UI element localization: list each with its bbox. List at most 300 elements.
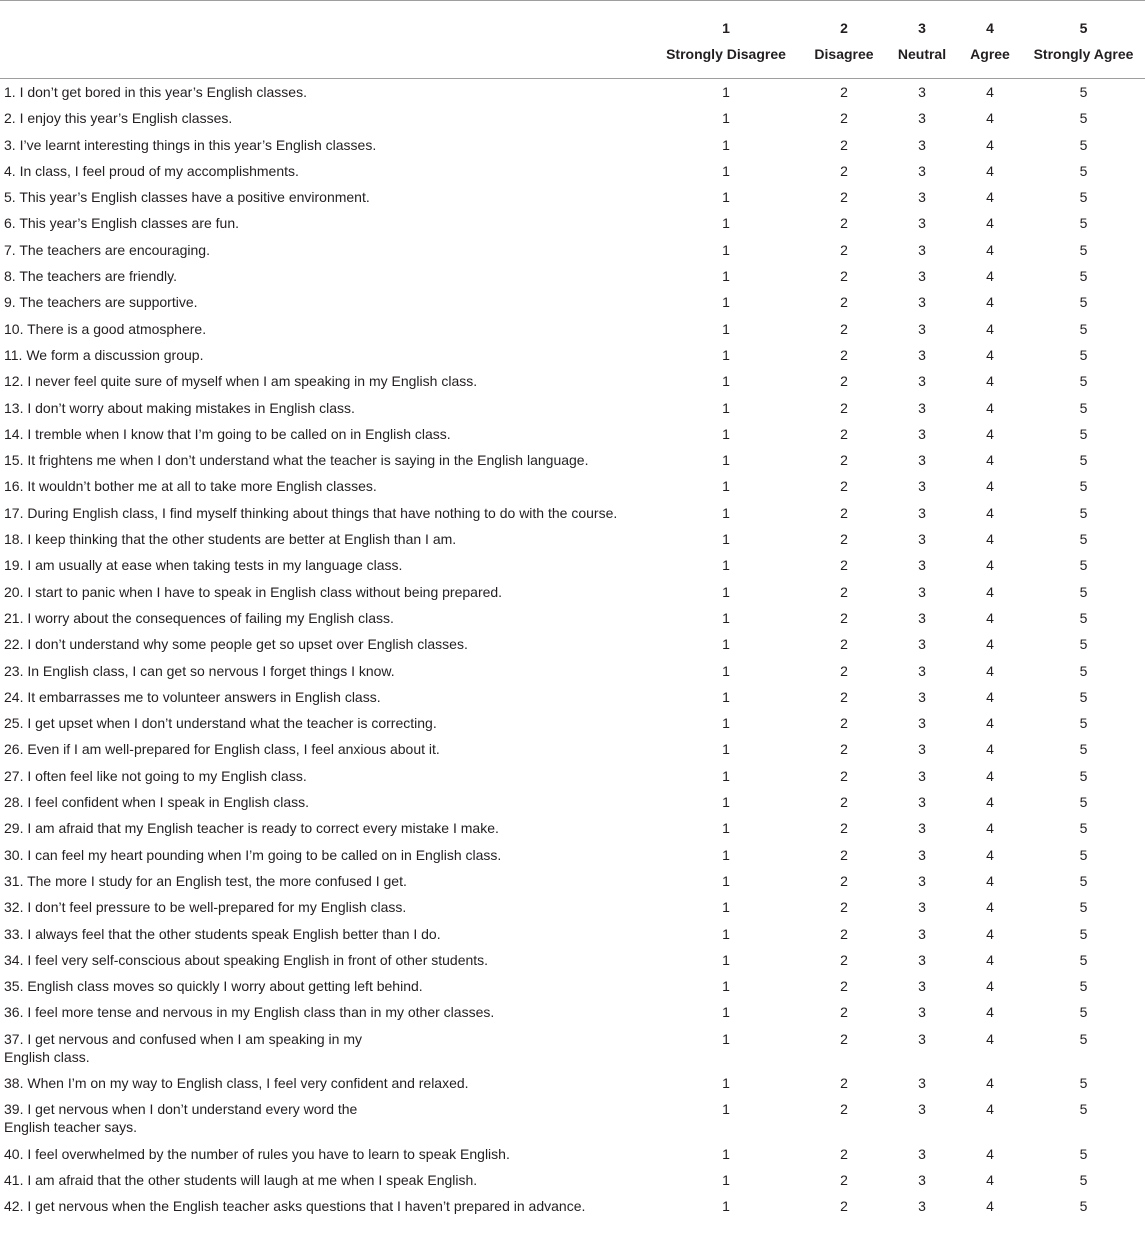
scale-value-4: 4 [986,346,994,363]
table-row [0,684,1145,710]
scale-value-1: 1 [722,136,730,153]
item-statement: 31. The more I study for an English test, the more confused I get. [4,872,407,889]
scale-value-3: 3 [918,320,926,337]
item-statement: 17. During English class, I find myself thinking about things that have nothing to do with the course. [4,504,618,521]
scale-value-4: 4 [986,268,994,285]
scale-value-5: 5 [1079,1198,1088,1215]
scale-value-4: 4 [986,872,994,889]
scale-value-5: 5 [1079,1145,1088,1162]
scale-value-3: 3 [918,531,926,548]
scale-value-3: 3 [918,1101,926,1118]
item-statement: 13. I don’t worry about making mistakes in English class. [4,399,355,416]
scale-value-5: 5 [1079,478,1088,495]
item-statement: 8. The teachers are friendly. [4,268,178,285]
scale-value-1: 1 [722,899,730,916]
scale-value-3: 3 [918,557,926,574]
table-row [0,736,1145,762]
item-statement: 9. The teachers are supportive. [4,294,198,311]
item-statement: 21. I worry about the consequences of failing my English class. [4,609,394,626]
item-statement: 36. I feel more tense and nervous in my English class than in my other classes. [4,1004,495,1021]
item-statement: 26. Even if I am well-prepared for English class, I feel anxious about it. [4,741,440,758]
scale-value-2: 2 [840,978,848,995]
scale-value-2: 2 [840,294,848,311]
scale-value-2: 2 [840,636,848,653]
table-row [0,1096,1145,1140]
item-statement: 12. I never feel quite sure of myself when I am speaking in my English class. [4,373,478,390]
scale-value-5: 5 [1079,241,1088,258]
scale-value-4: 4 [986,425,994,442]
table-row [0,552,1145,578]
item-statement: 29. I am afraid that my English teacher is ready to correct every mistake I make. [4,820,499,837]
scale-value-2: 2 [840,899,848,916]
scale-value-5: 5 [1079,1074,1088,1091]
scale-value-4: 4 [986,1198,994,1215]
scale-value-2: 2 [840,241,848,258]
scale-value-3: 3 [918,846,926,863]
scale-value-1: 1 [722,320,730,337]
item-statement: 24. It embarrasses me to volunteer answers in English class. [4,688,381,705]
scale-value-2: 2 [840,872,848,889]
scale-value-1: 1 [722,1145,730,1162]
scale-value-2: 2 [840,1171,848,1188]
scale-value-3: 3 [918,741,926,758]
scale-value-3: 3 [918,215,926,232]
scale-value-5: 5 [1079,110,1088,127]
table-row [0,132,1145,158]
scale-number-4: 4 [958,1,1022,47]
scale-value-5: 5 [1079,268,1088,285]
scale-value-5: 5 [1079,399,1088,416]
scale-value-4: 4 [986,688,994,705]
scale-value-4: 4 [986,1074,994,1091]
scale-value-4: 4 [986,84,994,100]
item-statement: 22. I don’t understand why some people get so upset over English classes. [4,636,468,653]
scale-value-5: 5 [1079,1101,1088,1118]
scale-value-5: 5 [1079,531,1088,548]
scale-value-2: 2 [840,346,848,363]
scale-value-2: 2 [840,846,848,863]
table-row [0,973,1145,999]
scale-value-2: 2 [840,741,848,758]
scale-value-4: 4 [986,609,994,626]
header-number-row [0,1,1145,47]
scale-value-4: 4 [986,715,994,732]
table-row [0,342,1145,368]
item-statement: 7. The teachers are encouraging. [4,241,210,258]
item-statement: 28. I feel confident when I speak in English class. [4,794,310,811]
table-row [0,894,1145,920]
scale-value-4: 4 [986,951,994,968]
scale-value-5: 5 [1079,794,1088,811]
scale-value-1: 1 [722,978,730,995]
scale-value-2: 2 [840,478,848,495]
scale-value-3: 3 [918,662,926,679]
scale-value-5: 5 [1079,872,1088,889]
table-row [0,1167,1145,1193]
table-row [0,1141,1145,1167]
item-statement: 5. This year’s English classes have a positive environment. [4,189,370,206]
scale-value-1: 1 [722,241,730,258]
scale-value-3: 3 [918,636,926,653]
scale-value-1: 1 [722,1171,730,1188]
scale-value-2: 2 [840,820,848,837]
scale-value-4: 4 [986,557,994,574]
table-row [0,79,1145,106]
scale-value-4: 4 [986,399,994,416]
scale-value-2: 2 [840,399,848,416]
scale-value-2: 2 [840,215,848,232]
scale-value-1: 1 [722,688,730,705]
table-row [0,658,1145,684]
scale-value-3: 3 [918,346,926,363]
scale-value-1: 1 [722,1030,730,1047]
scale-value-4: 4 [986,136,994,153]
scale-value-2: 2 [840,268,848,285]
scale-value-2: 2 [840,1198,848,1215]
scale-value-1: 1 [722,820,730,837]
scale-value-1: 1 [722,504,730,521]
scale-value-5: 5 [1079,1030,1088,1047]
scale-value-1: 1 [722,215,730,232]
item-statement: 11. We form a discussion group. [4,346,204,363]
scale-value-2: 2 [840,583,848,600]
scale-value-2: 2 [840,320,848,337]
scale-value-3: 3 [918,373,926,390]
scale-number-5: 5 [1022,1,1145,47]
scale-value-4: 4 [986,1171,994,1188]
scale-value-1: 1 [722,951,730,968]
table-row [0,1070,1145,1096]
scale-number-2: 2 [802,1,886,47]
scale-label-agree: Agree [958,46,1022,79]
table-row [0,921,1145,947]
scale-value-1: 1 [722,346,730,363]
scale-value-5: 5 [1079,978,1088,995]
scale-value-4: 4 [986,241,994,258]
scale-value-3: 3 [918,583,926,600]
table-row [0,605,1145,631]
scale-value-1: 1 [722,662,730,679]
scale-value-2: 2 [840,767,848,784]
scale-value-5: 5 [1079,951,1088,968]
item-statement: 25. I get upset when I don’t understand what the teacher is correcting. [4,715,437,732]
scale-value-4: 4 [986,215,994,232]
item-statement: 1. I don’t get bored in this year’s English classes. [4,84,307,100]
table-row [0,763,1145,789]
scale-value-2: 2 [840,1101,848,1118]
scale-value-3: 3 [918,688,926,705]
item-statement: 16. It wouldn’t bother me at all to take more English classes. [4,478,377,495]
scale-value-3: 3 [918,899,926,916]
item-statement: 6. This year’s English classes are fun. [4,215,240,232]
scale-value-3: 3 [918,1030,926,1047]
scale-value-2: 2 [840,609,848,626]
table-row [0,631,1145,657]
table-row [0,395,1145,421]
scale-value-5: 5 [1079,189,1088,206]
table-row [0,237,1145,263]
table-row [0,1193,1145,1219]
scale-value-1: 1 [722,925,730,942]
header-blank [0,1,650,47]
scale-label-strongly-agree: Strongly Agree [1022,46,1145,79]
scale-value-5: 5 [1079,1171,1088,1188]
scale-value-4: 4 [986,820,994,837]
table-row [0,947,1145,973]
item-statement: 30. I can feel my heart pounding when I’m going to be called on in English class. [4,846,502,863]
scale-value-3: 3 [918,925,926,942]
scale-value-1: 1 [722,294,730,311]
scale-value-5: 5 [1079,741,1088,758]
scale-value-3: 3 [918,84,926,100]
item-statement: 14. I tremble when I know that I’m going to be called on in English class. [4,425,451,442]
scale-value-5: 5 [1079,452,1088,469]
table-row [0,210,1145,236]
scale-value-2: 2 [840,557,848,574]
scale-value-4: 4 [986,478,994,495]
item-statement: 33. I always feel that the other students speak English better than I do. [4,925,441,942]
scale-value-5: 5 [1079,1004,1088,1021]
item-statement: 40. I feel overwhelmed by the number of rules you have to learn to speak English. [4,1145,510,1162]
scale-value-1: 1 [722,583,730,600]
table-row [0,710,1145,736]
scale-value-3: 3 [918,715,926,732]
scale-value-4: 4 [986,320,994,337]
scale-value-4: 4 [986,1004,994,1021]
scale-value-2: 2 [840,189,848,206]
item-statement: 41. I am afraid that the other students will laugh at me when I speak English. [4,1171,478,1188]
scale-value-2: 2 [840,162,848,179]
scale-value-3: 3 [918,1198,926,1215]
scale-value-2: 2 [840,84,848,100]
scale-value-4: 4 [986,662,994,679]
scale-value-4: 4 [986,110,994,127]
scale-value-5: 5 [1079,346,1088,363]
scale-value-1: 1 [722,1198,730,1215]
scale-label-strongly-disagree: Strongly Disagree [650,46,802,79]
scale-value-4: 4 [986,978,994,995]
scale-value-4: 4 [986,162,994,179]
item-statement: 18. I keep thinking that the other students are better at English than I am. [4,531,457,548]
table-row [0,316,1145,342]
item-statement: 20. I start to panic when I have to speak in English class without being prepared. [4,583,503,600]
scale-value-3: 3 [918,425,926,442]
scale-value-2: 2 [840,1145,848,1162]
scale-value-1: 1 [722,478,730,495]
scale-value-3: 3 [918,794,926,811]
scale-value-3: 3 [918,767,926,784]
table-row [0,184,1145,210]
scale-value-4: 4 [986,794,994,811]
scale-value-4: 4 [986,531,994,548]
scale-value-3: 3 [918,951,926,968]
scale-value-1: 1 [722,425,730,442]
scale-value-4: 4 [986,373,994,390]
scale-value-1: 1 [722,84,730,100]
scale-value-3: 3 [918,978,926,995]
scale-value-1: 1 [722,715,730,732]
scale-value-4: 4 [986,899,994,916]
scale-value-1: 1 [722,741,730,758]
scale-value-1: 1 [722,1101,730,1118]
scale-value-4: 4 [986,583,994,600]
scale-value-3: 3 [918,872,926,889]
scale-value-5: 5 [1079,899,1088,916]
scale-value-3: 3 [918,136,926,153]
scale-value-3: 3 [918,1074,926,1091]
item-statement: 3. I’ve learnt interesting things in this year’s English classes. [4,136,377,153]
scale-value-2: 2 [840,925,848,942]
scale-value-4: 4 [986,846,994,863]
scale-value-1: 1 [722,452,730,469]
table-row [0,473,1145,499]
table-row [0,263,1145,289]
scale-value-1: 1 [722,373,730,390]
scale-value-5: 5 [1079,662,1088,679]
table-row [0,1026,1145,1070]
scale-value-2: 2 [840,110,848,127]
scale-value-1: 1 [722,1004,730,1021]
scale-value-2: 2 [840,951,848,968]
scale-value-1: 1 [722,872,730,889]
header-blank [0,46,650,79]
item-statement: 4. In class, I feel proud of my accomplishments. [4,162,299,179]
scale-value-3: 3 [918,189,926,206]
scale-value-5: 5 [1079,425,1088,442]
scale-number-3: 3 [886,1,958,47]
scale-value-1: 1 [722,609,730,626]
scale-value-1: 1 [722,399,730,416]
scale-value-5: 5 [1079,583,1088,600]
scale-value-5: 5 [1079,688,1088,705]
item-statement: 37. I get nervous and confused when I am speaking in my English class. [4,1030,362,1065]
scale-value-2: 2 [840,373,848,390]
scale-value-2: 2 [840,531,848,548]
scale-value-2: 2 [840,136,848,153]
table-row [0,447,1145,473]
table-row [0,842,1145,868]
table-body [0,79,1145,1220]
scale-value-4: 4 [986,1145,994,1162]
scale-value-2: 2 [840,1004,848,1021]
scale-value-5: 5 [1079,609,1088,626]
scale-value-2: 2 [840,1074,848,1091]
scale-value-5: 5 [1079,215,1088,232]
table-row [0,158,1145,184]
item-statement: 38. When I’m on my way to English class, I feel very confident and relaxed. [4,1074,469,1091]
scale-value-3: 3 [918,504,926,521]
scale-value-3: 3 [918,294,926,311]
scale-value-5: 5 [1079,162,1088,179]
scale-value-5: 5 [1079,767,1088,784]
table-row [0,368,1145,394]
scale-value-5: 5 [1079,504,1088,521]
table-header [0,1,1145,79]
scale-value-5: 5 [1079,846,1088,863]
scale-value-4: 4 [986,741,994,758]
scale-value-5: 5 [1079,373,1088,390]
scale-value-4: 4 [986,452,994,469]
scale-value-1: 1 [722,162,730,179]
item-statement: 39. I get nervous when I don’t understand every word the English teacher says. [4,1101,358,1136]
scale-value-3: 3 [918,1004,926,1021]
scale-value-5: 5 [1079,820,1088,837]
scale-number-1: 1 [650,1,802,47]
scale-value-1: 1 [722,189,730,206]
item-statement: 35. English class moves so quickly I worry about getting left behind. [4,978,423,995]
item-statement: 19. I am usually at ease when taking tests in my language class. [4,557,403,574]
scale-value-3: 3 [918,452,926,469]
scale-value-1: 1 [722,557,730,574]
scale-value-4: 4 [986,294,994,311]
table-row [0,500,1145,526]
item-statement: 23. In English class, I can get so nervous I forget things I know. [4,662,395,679]
item-statement: 34. I feel very self-conscious about speaking English in front of other students. [4,951,489,968]
header-label-row [0,46,1145,79]
scale-value-3: 3 [918,1171,926,1188]
item-statement: 2. I enjoy this year’s English classes. [4,110,233,127]
scale-value-2: 2 [840,1030,848,1047]
scale-value-2: 2 [840,688,848,705]
scale-value-4: 4 [986,925,994,942]
table-row [0,868,1145,894]
scale-value-1: 1 [722,636,730,653]
scale-value-1: 1 [722,268,730,285]
scale-value-4: 4 [986,189,994,206]
scale-value-5: 5 [1079,136,1088,153]
scale-value-2: 2 [840,662,848,679]
item-statement: 10. There is a good atmosphere. [4,320,207,337]
scale-value-2: 2 [840,425,848,442]
scale-value-2: 2 [840,794,848,811]
scale-value-1: 1 [722,531,730,548]
scale-value-2: 2 [840,504,848,521]
scale-value-1: 1 [722,1074,730,1091]
scale-value-1: 1 [722,110,730,127]
scale-value-3: 3 [918,241,926,258]
table-row [0,815,1145,841]
scale-value-5: 5 [1079,320,1088,337]
scale-label-disagree: Disagree [802,46,886,79]
table-row [0,579,1145,605]
scale-value-3: 3 [918,820,926,837]
table-row [0,526,1145,552]
item-statement: 15. It frightens me when I don’t understand what the teacher is saying in the English language. [4,452,589,469]
table-row [0,105,1145,131]
scale-value-3: 3 [918,1145,926,1162]
table-row [0,289,1145,315]
scale-value-3: 3 [918,609,926,626]
scale-value-4: 4 [986,1101,994,1118]
scale-value-2: 2 [840,715,848,732]
scale-value-3: 3 [918,399,926,416]
scale-value-5: 5 [1079,636,1088,653]
table-row [0,421,1145,447]
scale-value-3: 3 [918,478,926,495]
scale-value-4: 4 [986,636,994,653]
scale-value-5: 5 [1079,715,1088,732]
item-statement: 27. I often feel like not going to my English class. [4,767,307,784]
item-statement: 42. I get nervous when the English teacher asks questions that I haven’t prepared in advance. [4,1198,586,1215]
table-row [0,999,1145,1025]
scale-value-3: 3 [918,110,926,127]
scale-label-neutral: Neutral [886,46,958,79]
scale-value-4: 4 [986,1030,994,1047]
scale-value-3: 3 [918,162,926,179]
scale-value-5: 5 [1079,557,1088,574]
scale-value-2: 2 [840,452,848,469]
scale-value-5: 5 [1079,84,1088,100]
